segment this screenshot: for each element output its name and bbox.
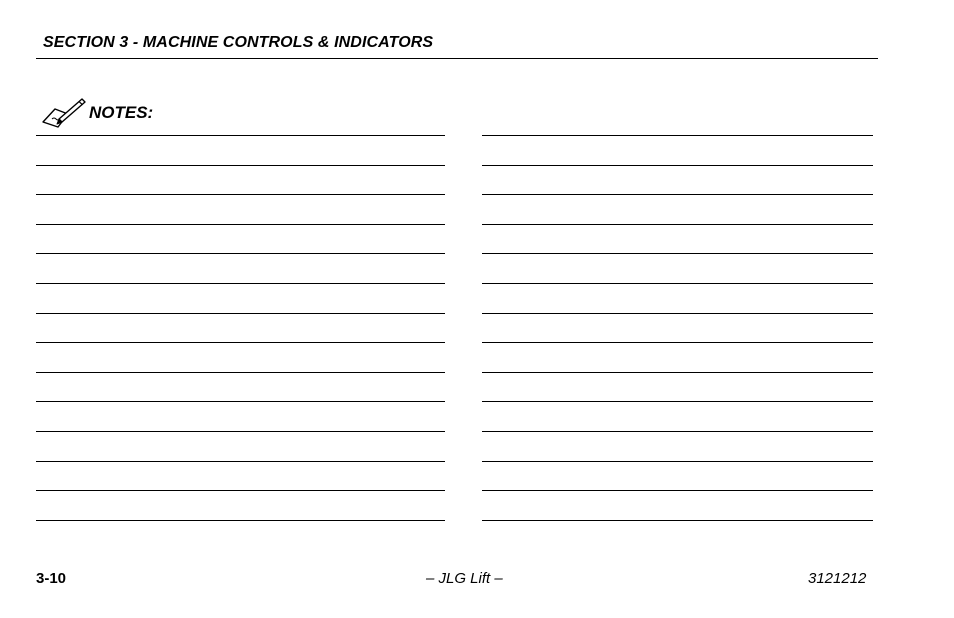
note-line-left xyxy=(36,224,445,225)
note-line-left xyxy=(36,372,445,373)
footer-center-text: – JLG Lift – xyxy=(426,570,503,587)
note-line-right xyxy=(482,520,873,521)
note-line-right xyxy=(482,490,873,491)
page-number: 3-10 xyxy=(36,570,67,587)
note-line-left xyxy=(36,342,445,343)
note-line-right xyxy=(482,461,873,462)
note-line-right xyxy=(482,194,873,195)
document-number: 3121212 xyxy=(808,570,867,587)
note-line-right xyxy=(482,283,873,284)
notes-label: NOTES: xyxy=(89,103,154,122)
note-line-left xyxy=(36,401,445,402)
pencil-icon xyxy=(40,97,86,129)
note-line-left xyxy=(36,253,445,254)
notes-heading xyxy=(40,96,153,130)
note-line-right xyxy=(482,431,873,432)
note-line-left xyxy=(36,431,445,432)
note-line-left xyxy=(36,135,445,136)
note-line-left xyxy=(36,194,445,195)
header-divider xyxy=(36,58,878,59)
note-line-right xyxy=(482,313,873,314)
note-line-left xyxy=(36,461,445,462)
note-line-right xyxy=(482,342,873,343)
note-line-right xyxy=(482,224,873,225)
note-line-left xyxy=(36,520,445,521)
note-line-right xyxy=(482,165,873,166)
note-line-left xyxy=(36,283,445,284)
section-title: SECTION 3 - MACHINE CONTROLS & INDICATORS xyxy=(43,34,434,51)
note-line-left xyxy=(36,313,445,314)
note-line-left xyxy=(36,490,445,491)
note-line-right xyxy=(482,401,873,402)
note-line-right xyxy=(482,372,873,373)
note-line-right xyxy=(482,135,873,136)
note-line-right xyxy=(482,253,873,254)
note-line-left xyxy=(36,165,445,166)
